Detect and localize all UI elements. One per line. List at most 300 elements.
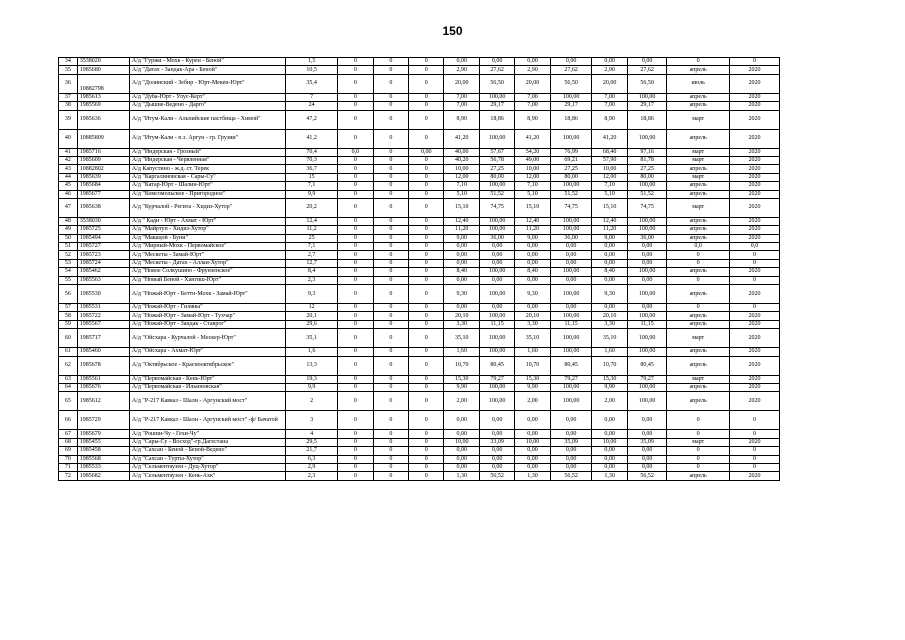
- year-cell: 0: [729, 447, 779, 455]
- year-cell: 0: [729, 251, 779, 259]
- length-cell: 12,7: [286, 259, 338, 267]
- road-code-cell: 1985561: [77, 375, 129, 383]
- col5-cell: 0: [373, 110, 408, 129]
- year-cell: 2020: [729, 129, 779, 148]
- length-cell: 13,3: [286, 356, 338, 375]
- col4-cell: 0: [338, 234, 373, 242]
- col7-cell: 3,30: [444, 320, 479, 328]
- table-row: [59, 268, 780, 276]
- col4-cell: 0: [338, 259, 373, 267]
- col12-cell: 100,00: [627, 182, 667, 190]
- page-number: 150: [442, 24, 463, 38]
- road-name-cell: А/д "Ойсхара - Курчалой - Мескер-Юрт": [129, 329, 285, 348]
- col5-cell: 0: [373, 129, 408, 148]
- year-cell: 2020: [729, 329, 779, 348]
- length-cell: 9,9: [286, 190, 338, 198]
- col4-cell: 0: [338, 276, 373, 284]
- col11-cell: 9,00: [592, 234, 627, 242]
- col11-cell: 7,00: [592, 102, 627, 110]
- road-name-cell: А/д Капустино - ж.д. ст. Терек: [129, 165, 285, 173]
- col5-cell: 0: [373, 198, 408, 217]
- col6-cell: 0: [409, 472, 444, 480]
- length-cell: 25: [286, 234, 338, 242]
- length-cell: 9,3: [286, 285, 338, 304]
- month-cell: апрель: [667, 226, 730, 234]
- month-cell: 0: [667, 259, 730, 267]
- length-cell: 2,9: [286, 463, 338, 471]
- table-row: [59, 356, 780, 375]
- col11-cell: 0,00: [592, 463, 627, 471]
- table-row: [59, 58, 780, 66]
- col9-cell: 2,90: [515, 66, 550, 74]
- road-code-cell: 10882798: [77, 74, 129, 93]
- row-number-cell: 35: [59, 66, 78, 74]
- month-cell: апрель: [667, 383, 730, 391]
- col10-cell: 100,00: [550, 226, 592, 234]
- length-cell: 11,2: [286, 226, 338, 234]
- col4-cell: 0: [338, 243, 373, 251]
- length-cell: 41,2: [286, 129, 338, 148]
- road-code-cell: 1985729: [77, 411, 129, 430]
- length-cell: 1,6: [286, 348, 338, 356]
- col4-cell: 0: [338, 447, 373, 455]
- col6-cell: 0: [409, 438, 444, 446]
- col9-cell: 0,00: [515, 447, 550, 455]
- col8-cell: 100,00: [479, 217, 514, 225]
- row-number-cell: 63: [59, 375, 78, 383]
- col4-cell: 0: [338, 455, 373, 463]
- col10-cell: 80,00: [550, 173, 592, 181]
- table-row: [59, 438, 780, 446]
- month-cell: март: [667, 198, 730, 217]
- year-cell: 2020: [729, 173, 779, 181]
- row-number-cell: 55: [59, 276, 78, 284]
- col11-cell: 0,00: [592, 58, 627, 66]
- col11-cell: 20,10: [592, 312, 627, 320]
- col10-cell: 0,00: [550, 455, 592, 463]
- road-name-cell: А/д "Первомайская - Кень-Юрт": [129, 375, 285, 383]
- year-cell: 2020: [729, 165, 779, 173]
- col11-cell: 8,40: [592, 268, 627, 276]
- col9-cell: 0,00: [515, 243, 550, 251]
- year-cell: 2020: [729, 182, 779, 190]
- col6-cell: 0: [409, 66, 444, 74]
- row-number-cell: 65: [59, 392, 78, 411]
- month-cell: апрель: [667, 348, 730, 356]
- col10-cell: 80,45: [550, 356, 592, 375]
- col10-cell: 100,00: [550, 268, 592, 276]
- table-body: [59, 58, 780, 481]
- table-row: [59, 173, 780, 181]
- col10-cell: 100,00: [550, 348, 592, 356]
- col7-cell: 1,30: [444, 472, 479, 480]
- col11-cell: 5,10: [592, 190, 627, 198]
- road-code-cell: 1985563: [77, 276, 129, 284]
- row-number-cell: 40: [59, 129, 78, 148]
- col11-cell: 10,70: [592, 356, 627, 375]
- col12-cell: 51,52: [627, 190, 667, 198]
- roads-table: [58, 57, 780, 481]
- road-code-cell: 1985684: [77, 182, 129, 190]
- col12-cell: 0,00: [627, 259, 667, 267]
- road-name-cell: А/д "Итум-Кали - п.з. Аргун - гр. Грузии": [129, 129, 285, 148]
- road-name-cell: А/д "Ножай-Юрт - Зандак - Ставрог": [129, 320, 285, 328]
- table-row: [59, 148, 780, 156]
- col9-cell: 3,30: [515, 320, 550, 328]
- col6-cell: 0: [409, 259, 444, 267]
- road-name-cell: А/д "Дуба-Юрт - Улус-Керт": [129, 93, 285, 101]
- col4-cell: 0: [338, 93, 373, 101]
- road-name-cell: А/д "Долинский - Зебир - Юрт-Мекен-Юрт": [129, 74, 285, 93]
- col6-cell: 0: [409, 411, 444, 430]
- col12-cell: 100,00: [627, 348, 667, 356]
- col12-cell: 81,78: [627, 156, 667, 164]
- col10-cell: 18,86: [550, 110, 592, 129]
- row-number-cell: 66: [59, 411, 78, 430]
- col6-cell: 0: [409, 251, 444, 259]
- col4-cell: 0: [338, 430, 373, 438]
- col9-cell: 9,00: [515, 234, 550, 242]
- col6-cell: 0: [409, 190, 444, 198]
- col12-cell: 29,17: [627, 102, 667, 110]
- row-number-cell: 50: [59, 234, 78, 242]
- col9-cell: 0,00: [515, 251, 550, 259]
- col4-cell: 0: [338, 356, 373, 375]
- col6-cell: 0: [409, 430, 444, 438]
- col4-cell: 0: [338, 285, 373, 304]
- col9-cell: 10,70: [515, 356, 550, 375]
- col8-cell: 0,00: [479, 251, 514, 259]
- table-row: [59, 463, 780, 471]
- length-cell: 29,6: [286, 320, 338, 328]
- col7-cell: 5,10: [444, 190, 479, 198]
- col9-cell: 1,60: [515, 348, 550, 356]
- col10-cell: 100,00: [550, 93, 592, 101]
- col10-cell: 27,25: [550, 165, 592, 173]
- table-row: [59, 472, 780, 480]
- col5-cell: 0: [373, 217, 408, 225]
- year-cell: 2020: [729, 312, 779, 320]
- col6-cell: 0: [409, 226, 444, 234]
- row-number-cell: 39: [59, 110, 78, 129]
- col5-cell: 0: [373, 285, 408, 304]
- month-cell: 0: [667, 411, 730, 430]
- col8-cell: 0,00: [479, 411, 514, 430]
- road-name-cell: А/д "Макацой - Буни": [129, 234, 285, 242]
- col8-cell: 0,00: [479, 243, 514, 251]
- col5-cell: 0: [373, 156, 408, 164]
- col5-cell: 0: [373, 268, 408, 276]
- table-row: [59, 102, 780, 110]
- col12-cell: 0,00: [627, 304, 667, 312]
- road-code-cell: 1985716: [77, 148, 129, 156]
- col12-cell: 27,25: [627, 165, 667, 173]
- month-cell: апрель: [667, 472, 730, 480]
- length-cell: 47,2: [286, 110, 338, 129]
- col11-cell: 0,00: [592, 259, 627, 267]
- row-number-cell: 64: [59, 383, 78, 391]
- col11-cell: 1,60: [592, 348, 627, 356]
- col10-cell: 79,27: [550, 375, 592, 383]
- road-code-cell: 1985568: [77, 455, 129, 463]
- road-code-cell: 1985724: [77, 259, 129, 267]
- col5-cell: 0: [373, 411, 408, 430]
- table-row: [59, 234, 780, 242]
- col8-cell: 0,00: [479, 58, 514, 66]
- col7-cell: 8,90: [444, 110, 479, 129]
- col11-cell: 0,00: [592, 447, 627, 455]
- year-cell: 0,0: [729, 243, 779, 251]
- col9-cell: 2,00: [515, 392, 550, 411]
- col12-cell: 0,00: [627, 58, 667, 66]
- col8-cell: 100,00: [479, 312, 514, 320]
- row-number-cell: 51: [59, 243, 78, 251]
- road-code-cell: 1985680: [77, 66, 129, 74]
- month-cell: апрель: [667, 320, 730, 328]
- road-code-cell: 1985677: [77, 190, 129, 198]
- col8-cell: 100,00: [479, 329, 514, 348]
- col8-cell: 100,00: [479, 182, 514, 190]
- col9-cell: 0,00: [515, 304, 550, 312]
- col6-cell: 0,00: [409, 148, 444, 156]
- col9-cell: 8,90: [515, 110, 550, 129]
- col10-cell: 29,17: [550, 102, 592, 110]
- length-cell: 35,4: [286, 74, 338, 93]
- road-code-cell: 1985678: [77, 356, 129, 375]
- col4-cell: 0: [338, 375, 373, 383]
- col4-cell: 0: [338, 58, 373, 66]
- col6-cell: 0: [409, 356, 444, 375]
- col7-cell: 12,40: [444, 217, 479, 225]
- table-row: [59, 217, 780, 225]
- road-name-cell: А/д "Индерская - Червленная": [129, 156, 285, 164]
- month-cell: июль: [667, 74, 730, 93]
- length-cell: 7,1: [286, 182, 338, 190]
- col8-cell: 100,00: [479, 383, 514, 391]
- col10-cell: 56,50: [550, 74, 592, 93]
- year-cell: 2020: [729, 375, 779, 383]
- col12-cell: 0,00: [627, 455, 667, 463]
- year-cell: 2020: [729, 356, 779, 375]
- table-row: [59, 190, 780, 198]
- col4-cell: 0: [338, 226, 373, 234]
- table-row: [59, 198, 780, 217]
- month-cell: апрель: [667, 129, 730, 148]
- table-row: [59, 285, 780, 304]
- month-cell: 0: [667, 276, 730, 284]
- table-row: [59, 455, 780, 463]
- table-row: [59, 259, 780, 267]
- col12-cell: 27,62: [627, 66, 667, 74]
- road-name-cell: А/д "Катар-Юрт - Шалин-Юрт": [129, 182, 285, 190]
- col9-cell: 0,00: [515, 455, 550, 463]
- col6-cell: 0: [409, 447, 444, 455]
- col7-cell: 0,00: [444, 447, 479, 455]
- year-cell: 0: [729, 259, 779, 267]
- col8-cell: 100,00: [479, 93, 514, 101]
- length-cell: 8,4: [286, 268, 338, 276]
- col5-cell: 0: [373, 356, 408, 375]
- col6-cell: 0: [409, 182, 444, 190]
- col12-cell: 56,52: [627, 472, 667, 480]
- col4-cell: 0: [338, 74, 373, 93]
- col8-cell: 0,00: [479, 463, 514, 471]
- col6-cell: 0: [409, 58, 444, 66]
- year-cell: 2020: [729, 93, 779, 101]
- col4-cell: 0: [338, 198, 373, 217]
- col9-cell: 7,00: [515, 102, 550, 110]
- col12-cell: 0,00: [627, 251, 667, 259]
- road-code-cell: 1985679: [77, 430, 129, 438]
- month-cell: 0: [667, 455, 730, 463]
- col7-cell: 7,10: [444, 182, 479, 190]
- col6-cell: 0: [409, 276, 444, 284]
- road-name-cell: А/д "Майртуп - Хидиз-Хутор": [129, 226, 285, 234]
- road-name-cell: А/д "Р-217 Кавказ - Шали - Аргунский мост" -ф/ Бачатой: [129, 411, 285, 430]
- col5-cell: 0: [373, 375, 408, 383]
- length-cell: 9,9: [286, 383, 338, 391]
- table-row: [59, 276, 780, 284]
- row-number-cell: 67: [59, 430, 78, 438]
- year-cell: 0: [729, 430, 779, 438]
- length-cell: 15: [286, 173, 338, 181]
- table-row: [59, 392, 780, 411]
- month-cell: апрель: [667, 190, 730, 198]
- length-cell: 2,3: [286, 472, 338, 480]
- col9-cell: 54,20: [515, 148, 550, 156]
- road-name-cell: А/д "Новый Беной - Хангиш-Юрт": [129, 276, 285, 284]
- col4-cell: 0: [338, 320, 373, 328]
- col12-cell: 0,00: [627, 276, 667, 284]
- length-cell: 20,1: [286, 312, 338, 320]
- col7-cell: 10,00: [444, 438, 479, 446]
- length-cell: 6,3: [286, 455, 338, 463]
- road-code-cell: 1985458: [77, 447, 129, 455]
- year-cell: 2020: [729, 392, 779, 411]
- col4-cell: 0: [338, 312, 373, 320]
- col8-cell: 11,15: [479, 320, 514, 328]
- col6-cell: 0: [409, 93, 444, 101]
- road-code-cell: 3538030: [77, 217, 129, 225]
- col6-cell: 0: [409, 268, 444, 276]
- col9-cell: 7,10: [515, 182, 550, 190]
- col11-cell: 15,30: [592, 375, 627, 383]
- month-cell: 0: [667, 251, 730, 259]
- length-cell: 10,5: [286, 66, 338, 74]
- col5-cell: 0: [373, 165, 408, 173]
- col8-cell: 79,27: [479, 375, 514, 383]
- col7-cell: 40,00: [444, 148, 479, 156]
- col5-cell: 0: [373, 329, 408, 348]
- road-code-cell: 1985725: [77, 226, 129, 234]
- col10-cell: 74,75: [550, 198, 592, 217]
- road-code-cell: 1985682: [77, 472, 129, 480]
- road-code-cell: 1985530: [77, 285, 129, 304]
- col5-cell: 0: [373, 251, 408, 259]
- col10-cell: 100,00: [550, 392, 592, 411]
- length-cell: 29,5: [286, 438, 338, 446]
- month-cell: апрель: [667, 268, 730, 276]
- col7-cell: 0,00: [444, 251, 479, 259]
- col8-cell: 27,62: [479, 66, 514, 74]
- col8-cell: 0,00: [479, 430, 514, 438]
- col10-cell: 100,00: [550, 129, 592, 148]
- month-cell: март: [667, 148, 730, 156]
- road-name-cell: А/д "Р-217 Кавказ - Шали - Аргунский мост": [129, 392, 285, 411]
- col6-cell: 0: [409, 320, 444, 328]
- col5-cell: 0: [373, 226, 408, 234]
- col11-cell: 41,20: [592, 129, 627, 148]
- col7-cell: 7,00: [444, 93, 479, 101]
- col4-cell: 0: [338, 102, 373, 110]
- col7-cell: 2,00: [444, 392, 479, 411]
- row-number-cell: 41: [59, 148, 78, 156]
- col7-cell: 0,00: [444, 276, 479, 284]
- length-cell: 70,3: [286, 156, 338, 164]
- col7-cell: 0,00: [444, 259, 479, 267]
- row-number-cell: 61: [59, 348, 78, 356]
- col9-cell: 0,00: [515, 430, 550, 438]
- table-row: [59, 165, 780, 173]
- col6-cell: 0: [409, 392, 444, 411]
- col12-cell: 97,16: [627, 148, 667, 156]
- col10-cell: 0,00: [550, 304, 592, 312]
- col11-cell: 10,00: [592, 438, 627, 446]
- col10-cell: 11,15: [550, 320, 592, 328]
- road-code-cell: 3538020: [77, 58, 129, 66]
- col7-cell: 7,00: [444, 102, 479, 110]
- col11-cell: 20,00: [592, 74, 627, 93]
- col7-cell: 35,10: [444, 329, 479, 348]
- table-row: [59, 66, 780, 74]
- col5-cell: 0: [373, 472, 408, 480]
- col9-cell: 10,00: [515, 438, 550, 446]
- col6-cell: 0: [409, 198, 444, 217]
- year-cell: 2020: [729, 190, 779, 198]
- col10-cell: 0,00: [550, 411, 592, 430]
- table-row: [59, 74, 780, 93]
- row-number-cell: 72: [59, 472, 78, 480]
- table-row: [59, 93, 780, 101]
- col9-cell: 20,10: [515, 312, 550, 320]
- col8-cell: 100,00: [479, 392, 514, 411]
- col9-cell: 15,10: [515, 198, 550, 217]
- col9-cell: 8,40: [515, 268, 550, 276]
- year-cell: 2020: [729, 217, 779, 225]
- col12-cell: 100,00: [627, 226, 667, 234]
- col7-cell: 11,20: [444, 226, 479, 234]
- row-number-cell: 59: [59, 320, 78, 328]
- col7-cell: 10,70: [444, 356, 479, 375]
- col8-cell: 36,00: [479, 234, 514, 242]
- year-cell: 2020: [729, 74, 779, 93]
- col9-cell: 20,00: [515, 74, 550, 93]
- col10-cell: 36,00: [550, 234, 592, 242]
- road-code-cell: 10885809: [77, 129, 129, 148]
- month-cell: апрель: [667, 285, 730, 304]
- col12-cell: 100,00: [627, 268, 667, 276]
- table-row: [59, 312, 780, 320]
- col9-cell: 15,30: [515, 375, 550, 383]
- length-cell: 36,7: [286, 165, 338, 173]
- length-cell: 2,3: [286, 276, 338, 284]
- table-row: [59, 430, 780, 438]
- row-number-cell: 60: [59, 329, 78, 348]
- col10-cell: 27,62: [550, 66, 592, 74]
- col9-cell: 0,00: [515, 463, 550, 471]
- road-name-cell: А/д "Мескеты - Замай-Юрт": [129, 251, 285, 259]
- road-code-cell: 1985613: [77, 93, 129, 101]
